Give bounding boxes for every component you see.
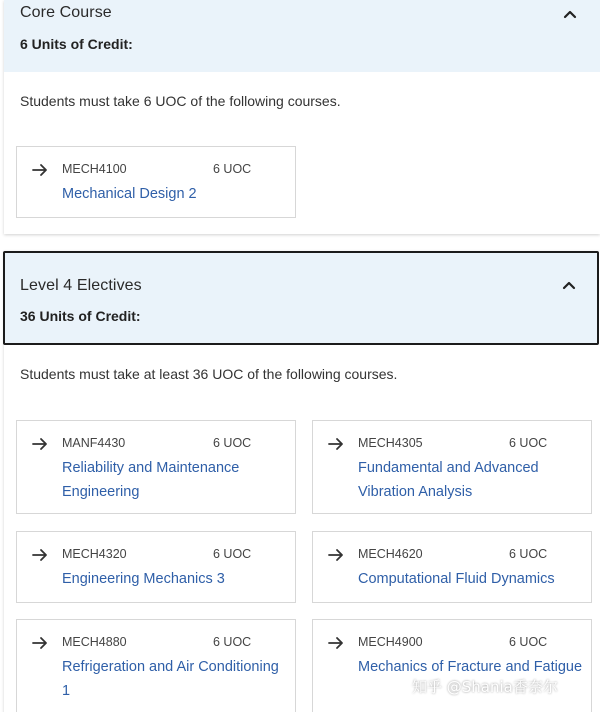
course-uoc: 6 UOC [213, 162, 252, 176]
course-name-link[interactable]: Refrigeration and Air Conditioning 1 [62, 659, 279, 699]
course-code: MECH4900 [358, 635, 423, 649]
course-name-link[interactable]: Mechanical Design 2 [62, 186, 197, 202]
course-code: MANF4430 [62, 436, 126, 450]
course-card[interactable] [16, 420, 296, 514]
arrow-right-icon [31, 546, 49, 564]
section-credit: 6 Units of Credit: [20, 36, 133, 52]
course-uoc: 6 UOC [213, 547, 252, 561]
course-card[interactable] [16, 531, 296, 603]
course-name-link[interactable]: Engineering Mechanics 3 [62, 571, 225, 587]
section-description: Students must take at least 36 UOC of the following courses. [20, 366, 398, 382]
arrow-right-icon [31, 634, 49, 652]
course-name-link[interactable]: Fundamental and Advanced Vibration Analysis [358, 460, 539, 500]
level4-electives-header[interactable] [3, 251, 599, 345]
course-name-link[interactable]: Reliability and Maintenance Engineering [62, 460, 240, 500]
course-card[interactable] [312, 531, 592, 603]
course-card[interactable] [16, 146, 296, 218]
course-code: MECH4100 [62, 162, 127, 176]
watermark: 知乎 @Shania香奈尔 [412, 678, 558, 696]
arrow-right-icon [31, 161, 49, 179]
arrow-right-icon [327, 435, 345, 453]
course-uoc: 6 UOC [509, 635, 548, 649]
section-title: Level 4 Electives [20, 277, 142, 294]
arrow-right-icon [327, 634, 345, 652]
course-uoc: 6 UOC [213, 635, 252, 649]
level4-electives-section [4, 251, 600, 712]
course-card[interactable] [312, 619, 592, 712]
course-card[interactable] [16, 619, 296, 712]
course-code: MECH4620 [358, 547, 423, 561]
course-name-link[interactable]: Mechanics of Fracture and Fatigue [358, 659, 583, 675]
course-code: MECH4305 [358, 436, 423, 450]
section-credit: 36 Units of Credit: [20, 308, 141, 324]
chevron-up-icon[interactable] [559, 275, 579, 295]
course-card[interactable] [312, 420, 592, 514]
arrow-right-icon [31, 435, 49, 453]
course-uoc: 6 UOC [509, 436, 548, 450]
chevron-up-icon[interactable] [560, 4, 580, 24]
core-course-section [4, 0, 600, 234]
core-course-header[interactable] [4, 0, 600, 72]
section-description: Students must take 6 UOC of the following courses. [20, 93, 341, 109]
arrow-right-icon [327, 546, 345, 564]
section-title: Core Course [20, 4, 112, 21]
course-uoc: 6 UOC [213, 436, 252, 450]
course-code: MECH4880 [62, 635, 127, 649]
course-uoc: 6 UOC [509, 547, 548, 561]
course-name-link[interactable]: Computational Fluid Dynamics [358, 571, 555, 587]
course-code: MECH4320 [62, 547, 127, 561]
